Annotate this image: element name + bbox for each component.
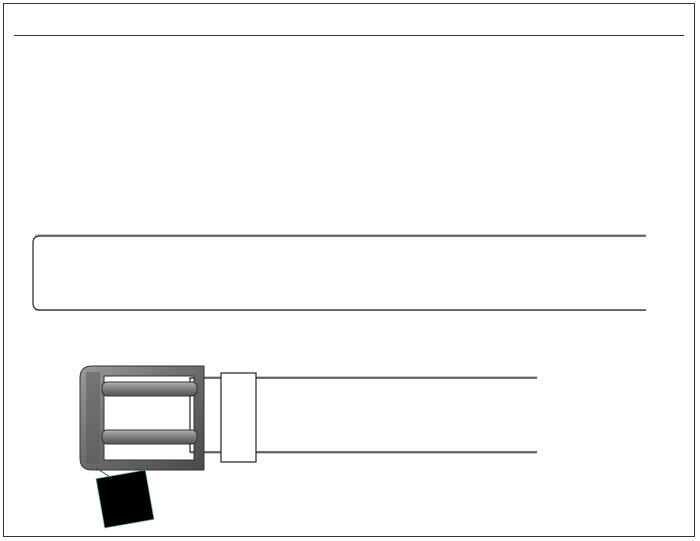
buckle-belt-drawing [80, 366, 537, 528]
hang-tag [96, 468, 154, 528]
belt-strap-drawing [33, 234, 646, 311]
tag-card [96, 470, 154, 528]
belt-loop [221, 373, 256, 462]
strap-outline [33, 236, 646, 310]
buckle-prong-upper [102, 382, 197, 396]
buckle-prong-lower [102, 430, 197, 444]
buckle-bar-shadow [86, 372, 100, 464]
